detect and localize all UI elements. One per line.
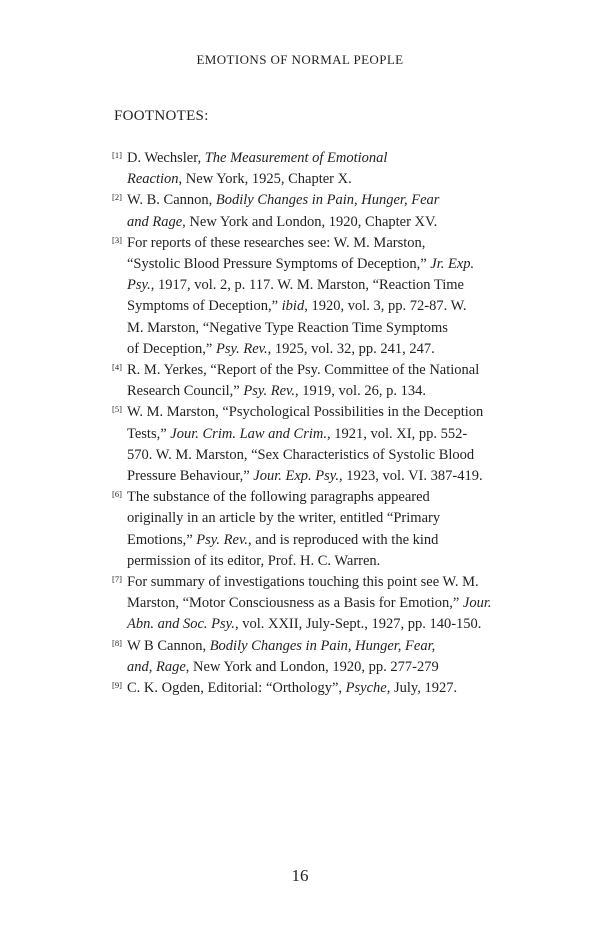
page-number: 16	[291, 866, 309, 885]
footnote-line	[127, 530, 510, 551]
footnote-text: , New York and London, 1920, pp. 277-279	[185, 658, 439, 675]
footnote-line	[127, 572, 510, 593]
footnote-italic-text: and Rage	[127, 213, 183, 230]
footnote-text: , vol. XXII, July-Sept., 1927, pp. 140-150.	[234, 616, 482, 633]
footnote-text: The substance of the following paragraphs appeared	[127, 489, 430, 506]
footnote-line	[127, 508, 510, 529]
footnote-line	[127, 296, 510, 317]
footnote-marker: [1]	[112, 150, 122, 160]
footnote-text: , New York and London, 1920, Chapter XV.	[182, 213, 438, 230]
footnote-marker: [7]	[112, 574, 122, 585]
footnote-italic-text: ibid	[281, 298, 305, 315]
footnote-4	[112, 360, 510, 402]
footnote-line	[127, 657, 510, 678]
footnote-text: , and is reproduced with the kind	[247, 531, 439, 548]
footnote-italic-text: Psy.	[127, 277, 151, 294]
footnote-line	[127, 318, 510, 339]
footnote-line	[127, 169, 510, 190]
footnote-text: , New York, 1925, Chapter X.	[178, 171, 352, 188]
footnote-2	[112, 190, 510, 232]
footnote-text: Marston, “Motor Consciousness as a Basis for Emotion,”	[127, 595, 463, 612]
footnote-line	[127, 339, 510, 360]
footnote-line	[127, 466, 510, 487]
footnote-text: “Systolic Blood Pressure Symptoms of Deception,”	[127, 256, 431, 273]
footnote-text: Pressure Behaviour,”	[127, 468, 254, 485]
footnote-line	[127, 254, 510, 275]
footnote-line	[127, 593, 510, 614]
footnote-line	[127, 190, 510, 211]
footnote-text: , 1925, vol. 32, pp. 241, 247.	[267, 340, 435, 357]
footnote-text: , 1920, vol. 3, pp. 72-87. W.	[304, 298, 467, 315]
footnote-marker: [9]	[112, 680, 122, 691]
footnote-marker: [8]	[112, 637, 122, 648]
footnote-3	[112, 233, 510, 360]
footnote-text: W B Cannon,	[127, 637, 210, 654]
footnote-italic-text: Psy. Rev.	[215, 340, 268, 357]
footnote-text: , 1917, vol. 2, p. 117. W. M. Marston, “Reaction Time	[150, 277, 464, 294]
footnote-text: , 1921, vol. XI, pp. 552-	[327, 425, 468, 442]
footnote-italic-text: Reaction	[127, 171, 179, 188]
footnote-marker: [6]	[112, 489, 122, 500]
footnote-line	[127, 148, 510, 169]
footnote-marker: [5]	[112, 404, 122, 415]
footnote-text: For summary of investigations touching this point see W. M.	[127, 574, 479, 591]
footnote-text: Emotions,”	[127, 531, 197, 548]
footnote-text: W. M. Marston, “Psychological Possibilities in the Deception	[127, 404, 484, 421]
footnote-italic-text: Jour. Exp. Psy.	[253, 468, 340, 485]
footnote-8	[112, 636, 510, 678]
footnote-line	[127, 381, 510, 402]
footnote-line	[127, 445, 510, 466]
footnote-marker: [2]	[112, 192, 122, 203]
footnote-italic-text: Bodily Changes in Pain, Hunger, Fear	[215, 192, 440, 209]
footnote-line	[127, 614, 510, 635]
running-head: EMOTIONS OF NORMAL PEOPLE	[196, 52, 404, 67]
footnote-italic-text: Psyche	[345, 680, 387, 697]
footnote-7	[112, 572, 510, 636]
footnote-text: originally in an article by the writer, entitled “Primary	[127, 510, 441, 527]
footnote-6	[112, 487, 510, 572]
section-title: FOOTNOTES:	[114, 108, 209, 124]
footnote-text: D. Wechsler,	[127, 150, 205, 166]
footnote-italic-text: Psy. Rev.	[196, 531, 248, 548]
footnote-italic-text: The Measurement of Emotional	[204, 150, 388, 166]
footnote-text: Research Council,”	[127, 383, 244, 400]
footnote-text: , 1923, vol. VI. 387-419.	[339, 468, 483, 485]
footnote-italic-text: Jour. Crim. Law and Crim.	[170, 425, 327, 442]
footnote-9	[112, 678, 510, 699]
footnote-text: M. Marston, “Negative Type Reaction Time Symptoms	[127, 319, 448, 336]
footnote-line	[127, 678, 510, 699]
footnote-text: , 1919, vol. 26, p. 134.	[295, 383, 426, 400]
footnote-line	[127, 636, 510, 657]
footnote-text: C. K. Ogden, Editorial: “Orthology”,	[127, 680, 346, 697]
footnote-italic-text: Abn. and Soc. Psy.	[127, 616, 235, 633]
footnote-text: of Deception,”	[127, 340, 216, 357]
footnote-text: , July, 1927.	[386, 680, 458, 697]
footnote-line	[127, 424, 510, 445]
footnote-text: For reports of these researches see: W. M. Marston,	[127, 234, 426, 251]
footnote-italic-text: Psy. Rev.	[243, 383, 296, 400]
footnote-5	[112, 402, 510, 487]
footnote-text: Symptoms of Deception,”	[127, 298, 282, 315]
footnote-italic-text: Jr. Exp.	[430, 256, 475, 273]
footnote-text: W. B. Cannon,	[127, 192, 216, 209]
footnote-line	[127, 275, 510, 296]
footnote-text: R. M. Yerkes, “Report of the Psy. Committee of the National	[127, 362, 480, 379]
footnote-1	[112, 148, 510, 190]
footnote-italic-text: and, Rage	[127, 658, 186, 675]
footnote-text: permission of its editor, Prof. H. C. Warren.	[127, 552, 381, 569]
footnote-line	[127, 402, 510, 423]
footnote-marker: [4]	[112, 362, 122, 373]
footnote-italic-text: Bodily Changes in Pain, Hunger, Fear,	[209, 637, 436, 654]
footnote-line	[127, 233, 510, 254]
footnote-line	[127, 212, 510, 233]
footnotes-list	[112, 148, 510, 699]
footnote-italic-text: Jour.	[462, 595, 492, 612]
footnote-line	[127, 551, 510, 572]
footnote-line	[127, 487, 510, 508]
footnote-marker: [3]	[112, 234, 122, 245]
footnote-text: 570. W. M. Marston, “Sex Characteristics of Systolic Blood	[127, 446, 475, 463]
footnote-text: Tests,”	[127, 425, 171, 442]
footnote-line	[127, 360, 510, 381]
